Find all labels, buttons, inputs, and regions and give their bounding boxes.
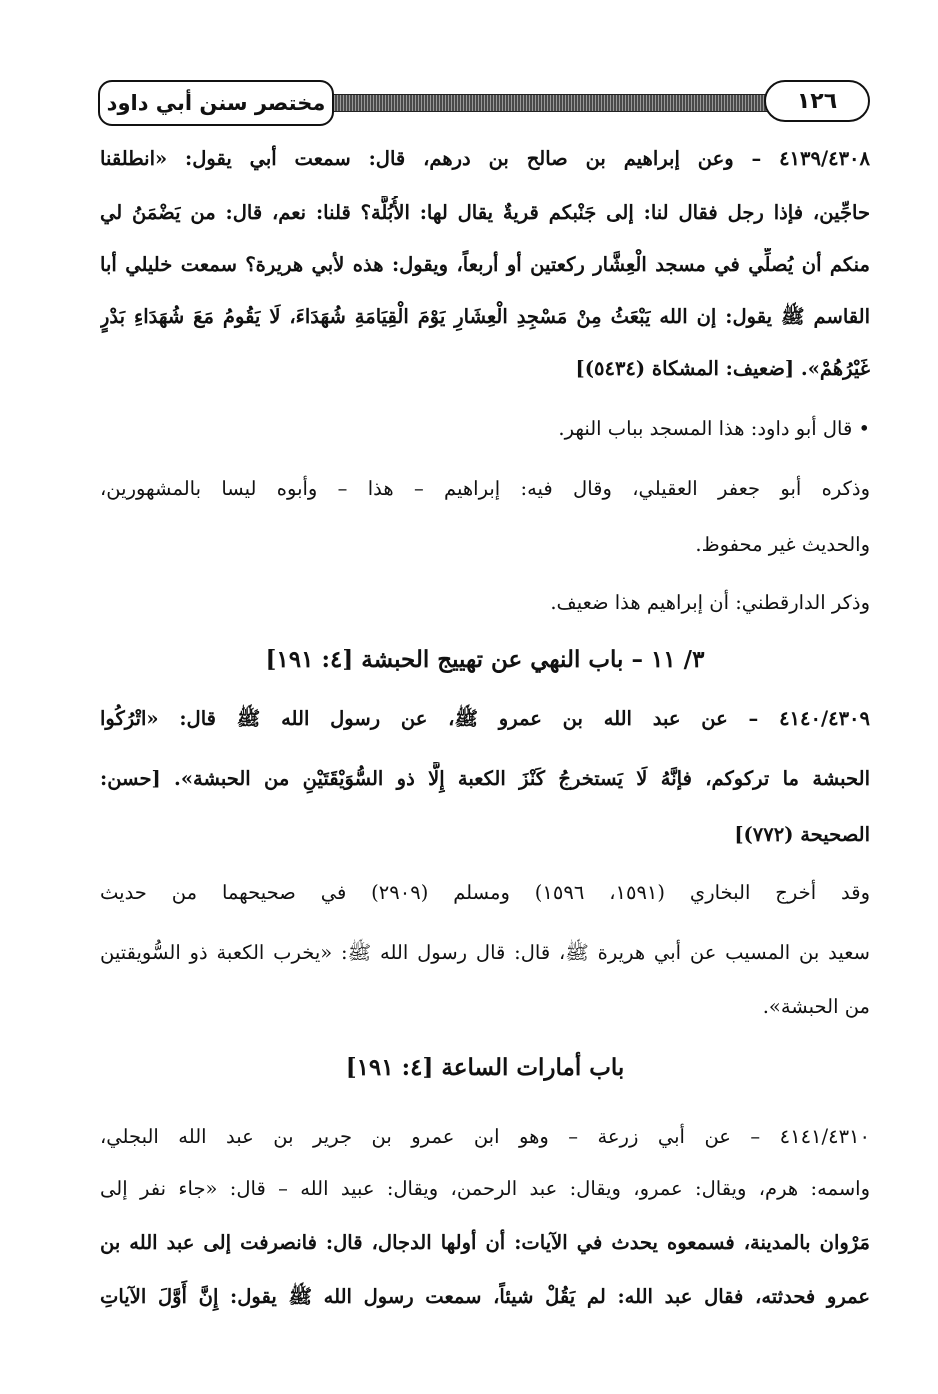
text-line: غَيْرُهُمْ». [ضعيف: المشكاة (٥٤٣٤)] <box>575 357 870 380</box>
text-line: منكم أن يُصلِّي في مسجد الْعِشَّار ركعتين أو أربعاً، ويقول: هذه لأبي هريرة؟ سمعت خليلي أبا <box>100 253 870 276</box>
text-line: وذكر الدارقطني: أن إبراهيم هذا ضعيف. <box>550 591 870 614</box>
text-line: ٤١٤١/٤٣١٠ – عن أبي زرعة – وهو ابن عمرو بن جرير بن عبد الله البجلي، <box>100 1125 870 1148</box>
text-line: الحبشة ما تركوكم، فإنَّهُ لَا يَستخرجُ كَنْزَ الكعبة إِلَّا ذو السُّوَيْقَتَيْنِ من الحبشة». [حسن: <box>100 767 870 790</box>
text-line: والحديث غير محفوظ. <box>695 533 870 556</box>
text-line: مَرْوان بالمدينة، فسمعوه يحدث في الآيات: أن أولها الدجال، قال: فانصرفت إلى عبد الله بن <box>100 1231 870 1254</box>
text-line: الصحيحة (٧٧٢)] <box>734 823 870 846</box>
text-line: • قال أبو داود: هذا المسجد بباب النهر. <box>558 417 870 440</box>
text-line: واسمه: هرم، ويقال: عمرو، ويقال: عبد الرحمن، ويقال: عبيد الله – قال: «جاء نفر إلى <box>100 1177 870 1200</box>
text-line: حاجِّين، فإذا رجل فقال لنا: إلى جَنْبكم قريةٌ يقال لها: الأُبُلَّة؟ قلنا: نعم، قال: من يَضْمَنُ لي <box>100 201 870 224</box>
text-line: عمرو فحدثته، فقال عبد الله: لم يَقُلْ شيئاً، سمعت رسول الله ﷺ يقول: إِنَّ أَوَّلَ الآياتِ <box>100 1285 870 1308</box>
header-decorative-bar <box>320 94 810 112</box>
page-number: ١٢٦ <box>764 80 870 122</box>
text-line: القاسم ﷺ يقول: إن الله يَبْعَثُ مِنْ مَسْجِدِ الْعِشَارِ يَوْمَ الْقِيَامَةِ شُهَدَاءَ، لَا يَقُومُ مَعَ شُهَدَاءِ بَدْرٍ <box>100 305 870 328</box>
text-line: ٤١٣٩/٤٣٠٨ – وعن إبراهيم بن صالح بن درهم، قال: سمعت أبي يقول: «انطلقنا <box>100 147 870 170</box>
text-line: ٤١٤٠/٤٣٠٩ – عن عبد الله بن عمرو ﷺ، عن رسول الله ﷺ قال: «اتْرُكُوا <box>100 707 870 730</box>
text-line: من الحبشة». <box>762 995 870 1018</box>
text-line: وقد أخرج البخاري (١٥٩١، ١٥٩٦) ومسلم (٢٩٠٩) في صحيحهما من حديث <box>100 881 870 904</box>
section-heading: ٣/ ١١ – باب النهي عن تهييج الحبشة [٤: ١٩١] <box>265 646 705 673</box>
text-line: سعيد بن المسيب عن أبي هريرة ﷺ، قال: قال رسول الله ﷺ: «يخرب الكعبة ذو السُّويقتين <box>100 941 870 964</box>
text-line: وذكره أبو جعفر العقيلي، وقال فيه: إبراهيم – هذا – وأبوه ليسا بالمشهورين، <box>100 477 870 500</box>
page-header <box>98 80 870 128</box>
running-title: مختصر سنن أبي داود <box>98 80 334 126</box>
section-heading: باب أمارات الساعة [٤: ١٩١] <box>345 1054 625 1081</box>
